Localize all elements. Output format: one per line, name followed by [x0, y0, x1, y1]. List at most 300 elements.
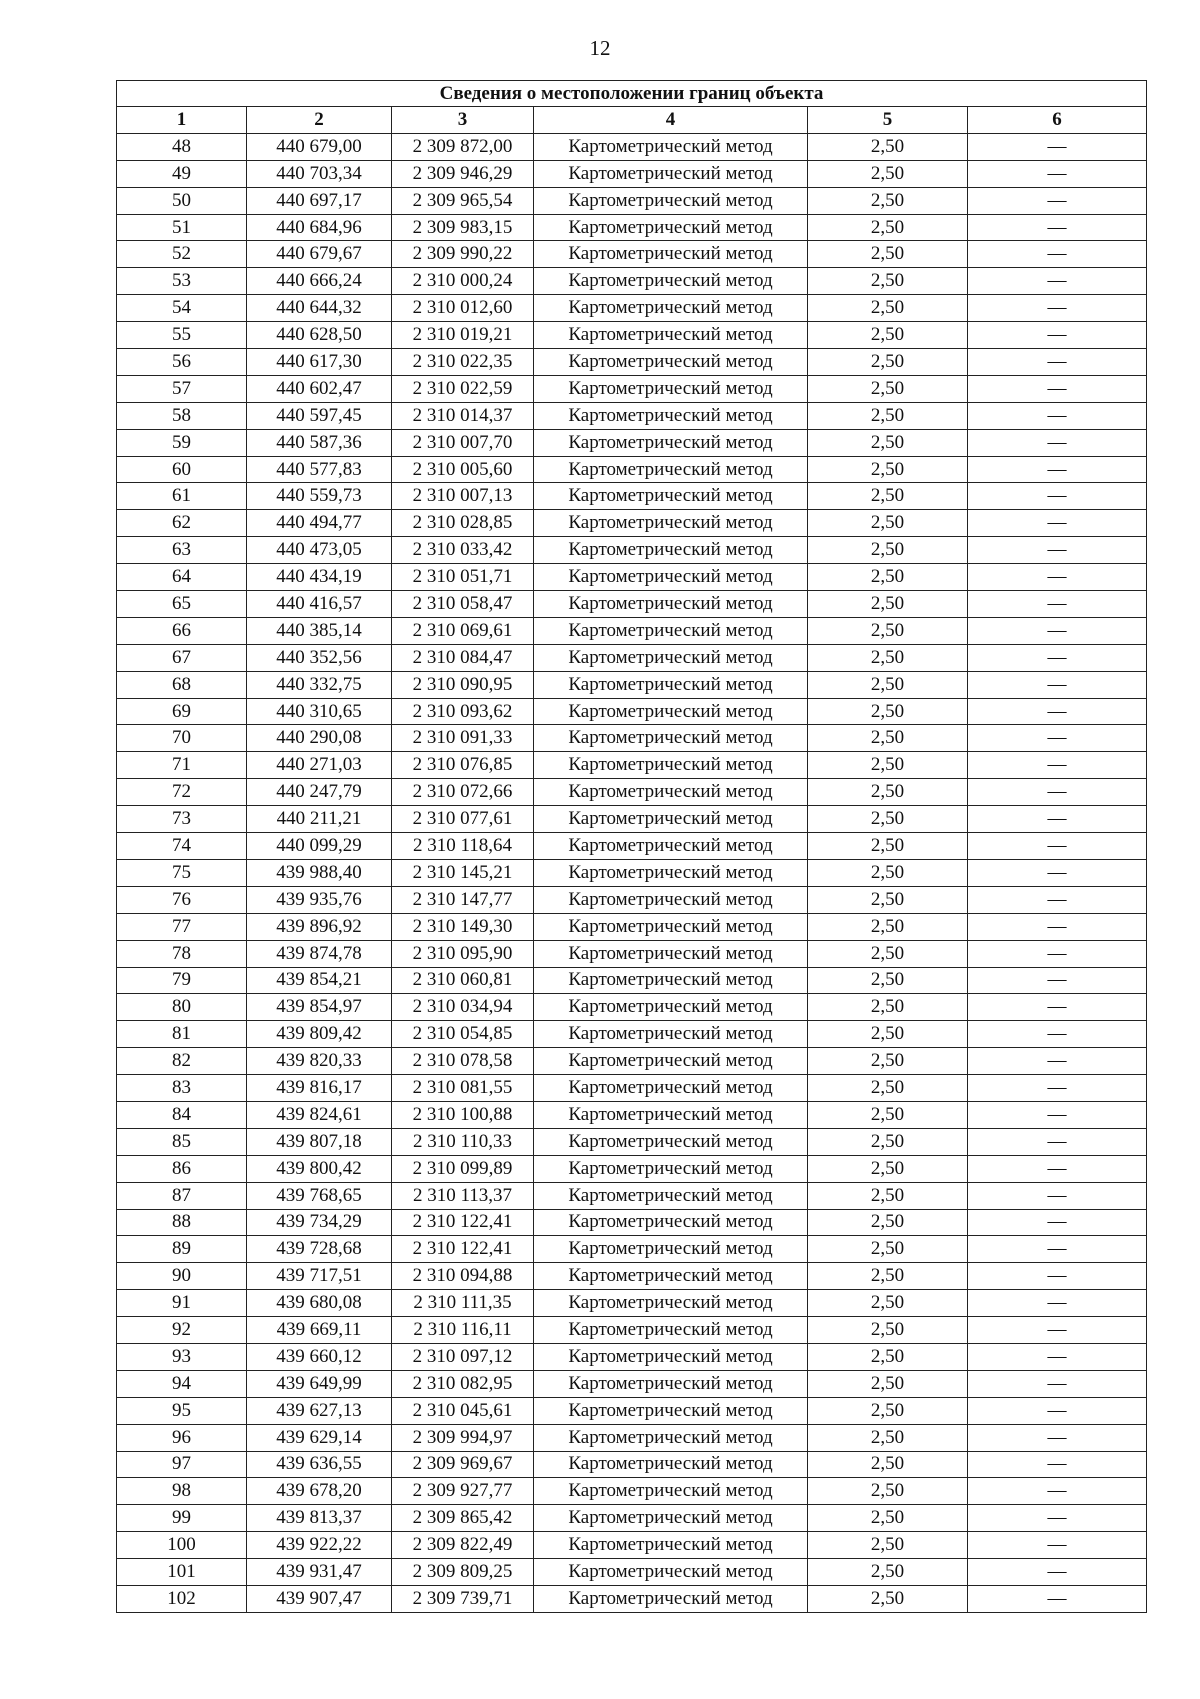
description-cell: — [968, 967, 1147, 994]
method-cell: Картометрический метод [534, 214, 808, 241]
y-coordinate-cell: 2 310 099,89 [392, 1155, 534, 1182]
table-row [117, 1209, 1147, 1236]
table-row [117, 375, 1147, 402]
point-number-cell: 61 [117, 483, 247, 510]
x-coordinate-cell: 439 680,08 [247, 1290, 392, 1317]
point-number-cell: 84 [117, 1101, 247, 1128]
point-number-cell: 50 [117, 187, 247, 214]
accuracy-cell: 2,50 [808, 1263, 968, 1290]
table-row [117, 752, 1147, 779]
y-coordinate-cell: 2 310 000,24 [392, 268, 534, 295]
y-coordinate-cell: 2 310 007,70 [392, 429, 534, 456]
x-coordinate-cell: 440 697,17 [247, 187, 392, 214]
x-coordinate-cell: 440 473,05 [247, 537, 392, 564]
method-cell: Картометрический метод [534, 940, 808, 967]
x-coordinate-cell: 439 629,14 [247, 1424, 392, 1451]
point-number-cell: 74 [117, 833, 247, 860]
description-cell: — [968, 644, 1147, 671]
description-cell: — [968, 160, 1147, 187]
description-cell: — [968, 779, 1147, 806]
accuracy-cell: 2,50 [808, 1209, 968, 1236]
y-coordinate-cell: 2 310 111,35 [392, 1290, 534, 1317]
accuracy-cell: 2,50 [808, 564, 968, 591]
x-coordinate-cell: 440 602,47 [247, 375, 392, 402]
accuracy-cell: 2,50 [808, 940, 968, 967]
point-number-cell: 67 [117, 644, 247, 671]
y-coordinate-cell: 2 309 872,00 [392, 133, 534, 160]
x-coordinate-cell: 440 385,14 [247, 617, 392, 644]
description-cell: — [968, 349, 1147, 376]
table-row [117, 1075, 1147, 1102]
point-number-cell: 53 [117, 268, 247, 295]
x-coordinate-cell: 439 988,40 [247, 859, 392, 886]
y-coordinate-cell: 2 310 072,66 [392, 779, 534, 806]
point-number-cell: 58 [117, 402, 247, 429]
x-coordinate-cell: 439 669,11 [247, 1317, 392, 1344]
point-number-cell: 56 [117, 349, 247, 376]
point-number-cell: 93 [117, 1343, 247, 1370]
x-coordinate-cell: 440 352,56 [247, 644, 392, 671]
description-cell: — [968, 1505, 1147, 1532]
x-coordinate-cell: 439 678,20 [247, 1478, 392, 1505]
point-number-cell: 52 [117, 241, 247, 268]
x-coordinate-cell: 439 734,29 [247, 1209, 392, 1236]
method-cell: Картометрический метод [534, 1290, 808, 1317]
table-row [117, 1048, 1147, 1075]
point-number-cell: 86 [117, 1155, 247, 1182]
table-row [117, 295, 1147, 322]
table-row [117, 994, 1147, 1021]
y-coordinate-cell: 2 310 051,71 [392, 564, 534, 591]
description-cell: — [968, 537, 1147, 564]
x-coordinate-cell: 439 820,33 [247, 1048, 392, 1075]
y-coordinate-cell: 2 310 076,85 [392, 752, 534, 779]
column-header-6: 6 [968, 107, 1147, 134]
description-cell: — [968, 994, 1147, 1021]
accuracy-cell: 2,50 [808, 886, 968, 913]
column-header-5: 5 [808, 107, 968, 134]
table-row [117, 1236, 1147, 1263]
point-number-cell: 62 [117, 510, 247, 537]
accuracy-cell: 2,50 [808, 1128, 968, 1155]
method-cell: Картометрический метод [534, 779, 808, 806]
x-coordinate-cell: 439 935,76 [247, 886, 392, 913]
table-row [117, 483, 1147, 510]
point-number-cell: 88 [117, 1209, 247, 1236]
table-row [117, 268, 1147, 295]
x-coordinate-cell: 440 290,08 [247, 725, 392, 752]
point-number-cell: 63 [117, 537, 247, 564]
accuracy-cell: 2,50 [808, 1155, 968, 1182]
table-row [117, 940, 1147, 967]
x-coordinate-cell: 439 896,92 [247, 913, 392, 940]
accuracy-cell: 2,50 [808, 698, 968, 725]
y-coordinate-cell: 2 310 097,12 [392, 1343, 534, 1370]
column-header-2: 2 [247, 107, 392, 134]
method-cell: Картометрический метод [534, 349, 808, 376]
x-coordinate-cell: 439 922,22 [247, 1532, 392, 1559]
y-coordinate-cell: 2 310 033,42 [392, 537, 534, 564]
description-cell: — [968, 322, 1147, 349]
accuracy-cell: 2,50 [808, 1532, 968, 1559]
x-coordinate-cell: 439 816,17 [247, 1075, 392, 1102]
point-number-cell: 51 [117, 214, 247, 241]
description-cell: — [968, 1236, 1147, 1263]
table-row [117, 160, 1147, 187]
table-row [117, 1343, 1147, 1370]
accuracy-cell: 2,50 [808, 591, 968, 618]
description-cell: — [968, 456, 1147, 483]
x-coordinate-cell: 440 310,65 [247, 698, 392, 725]
x-coordinate-cell: 439 931,47 [247, 1559, 392, 1586]
method-cell: Картометрический метод [534, 375, 808, 402]
description-cell: — [968, 187, 1147, 214]
method-cell: Картометрический метод [534, 456, 808, 483]
accuracy-cell: 2,50 [808, 1236, 968, 1263]
method-cell: Картометрический метод [534, 1263, 808, 1290]
method-cell: Картометрический метод [534, 725, 808, 752]
table-row [117, 1101, 1147, 1128]
method-cell: Картометрический метод [534, 671, 808, 698]
method-cell: Картометрический метод [534, 1182, 808, 1209]
description-cell: — [968, 1317, 1147, 1344]
point-number-cell: 60 [117, 456, 247, 483]
method-cell: Картометрический метод [534, 617, 808, 644]
point-number-cell: 54 [117, 295, 247, 322]
method-cell: Картометрический метод [534, 833, 808, 860]
y-coordinate-cell: 2 309 990,22 [392, 241, 534, 268]
x-coordinate-cell: 440 434,19 [247, 564, 392, 591]
point-number-cell: 55 [117, 322, 247, 349]
table-row [117, 1263, 1147, 1290]
y-coordinate-cell: 2 310 058,47 [392, 591, 534, 618]
point-number-cell: 78 [117, 940, 247, 967]
accuracy-cell: 2,50 [808, 1559, 968, 1586]
point-number-cell: 71 [117, 752, 247, 779]
y-coordinate-cell: 2 310 122,41 [392, 1209, 534, 1236]
y-coordinate-cell: 2 310 081,55 [392, 1075, 534, 1102]
x-coordinate-cell: 440 247,79 [247, 779, 392, 806]
x-coordinate-cell: 439 874,78 [247, 940, 392, 967]
description-cell: — [968, 295, 1147, 322]
table-row [117, 698, 1147, 725]
method-cell: Картометрический метод [534, 510, 808, 537]
accuracy-cell: 2,50 [808, 1182, 968, 1209]
x-coordinate-cell: 439 636,55 [247, 1451, 392, 1478]
page-number: 12 [589, 36, 611, 60]
x-coordinate-cell: 439 627,13 [247, 1397, 392, 1424]
table-row [117, 214, 1147, 241]
point-number-cell: 59 [117, 429, 247, 456]
y-coordinate-cell: 2 310 022,35 [392, 349, 534, 376]
table-row [117, 886, 1147, 913]
point-number-cell: 89 [117, 1236, 247, 1263]
accuracy-cell: 2,50 [808, 833, 968, 860]
accuracy-cell: 2,50 [808, 349, 968, 376]
table-row [117, 1182, 1147, 1209]
method-cell: Картометрический метод [534, 1451, 808, 1478]
accuracy-cell: 2,50 [808, 133, 968, 160]
x-coordinate-cell: 440 617,30 [247, 349, 392, 376]
method-cell: Картометрический метод [534, 187, 808, 214]
description-cell: — [968, 806, 1147, 833]
method-cell: Картометрический метод [534, 591, 808, 618]
x-coordinate-cell: 439 907,47 [247, 1585, 392, 1612]
point-number-cell: 92 [117, 1317, 247, 1344]
accuracy-cell: 2,50 [808, 1075, 968, 1102]
description-cell: — [968, 1290, 1147, 1317]
column-header-4: 4 [534, 107, 808, 134]
x-coordinate-cell: 440 559,73 [247, 483, 392, 510]
method-cell: Картометрический метод [534, 1128, 808, 1155]
point-number-cell: 68 [117, 671, 247, 698]
method-cell: Картометрический метод [534, 806, 808, 833]
y-coordinate-cell: 2 310 094,88 [392, 1263, 534, 1290]
description-cell: — [968, 1478, 1147, 1505]
table-row [117, 833, 1147, 860]
x-coordinate-cell: 440 679,00 [247, 133, 392, 160]
table-row [117, 1559, 1147, 1586]
method-cell: Картометрический метод [534, 752, 808, 779]
description-cell: — [968, 913, 1147, 940]
method-cell: Картометрический метод [534, 698, 808, 725]
x-coordinate-cell: 439 854,21 [247, 967, 392, 994]
point-number-cell: 75 [117, 859, 247, 886]
accuracy-cell: 2,50 [808, 241, 968, 268]
table-row [117, 644, 1147, 671]
accuracy-cell: 2,50 [808, 322, 968, 349]
method-cell: Картометрический метод [534, 1478, 808, 1505]
method-cell: Картометрический метод [534, 241, 808, 268]
method-cell: Картометрический метод [534, 1317, 808, 1344]
description-cell: — [968, 1397, 1147, 1424]
point-number-cell: 77 [117, 913, 247, 940]
method-cell: Картометрический метод [534, 1236, 808, 1263]
point-number-cell: 95 [117, 1397, 247, 1424]
y-coordinate-cell: 2 310 093,62 [392, 698, 534, 725]
description-cell: — [968, 1021, 1147, 1048]
method-cell: Картометрический метод [534, 1424, 808, 1451]
y-coordinate-cell: 2 310 069,61 [392, 617, 534, 644]
accuracy-cell: 2,50 [808, 994, 968, 1021]
accuracy-cell: 2,50 [808, 1505, 968, 1532]
y-coordinate-cell: 2 310 012,60 [392, 295, 534, 322]
y-coordinate-cell: 2 310 054,85 [392, 1021, 534, 1048]
y-coordinate-cell: 2 309 809,25 [392, 1559, 534, 1586]
x-coordinate-cell: 439 800,42 [247, 1155, 392, 1182]
method-cell: Картометрический метод [534, 1021, 808, 1048]
y-coordinate-cell: 2 309 965,54 [392, 187, 534, 214]
method-cell: Картометрический метод [534, 1155, 808, 1182]
accuracy-cell: 2,50 [808, 268, 968, 295]
y-coordinate-cell: 2 310 060,81 [392, 967, 534, 994]
y-coordinate-cell: 2 310 078,58 [392, 1048, 534, 1075]
description-cell: — [968, 564, 1147, 591]
table-caption-row [117, 81, 1147, 107]
table-row [117, 1585, 1147, 1612]
point-number-cell: 81 [117, 1021, 247, 1048]
description-cell: — [968, 1128, 1147, 1155]
accuracy-cell: 2,50 [808, 617, 968, 644]
x-coordinate-cell: 440 628,50 [247, 322, 392, 349]
point-number-cell: 80 [117, 994, 247, 1021]
description-cell: — [968, 402, 1147, 429]
y-coordinate-cell: 2 310 034,94 [392, 994, 534, 1021]
point-number-cell: 70 [117, 725, 247, 752]
description-cell: — [968, 241, 1147, 268]
x-coordinate-cell: 439 649,99 [247, 1370, 392, 1397]
point-number-cell: 64 [117, 564, 247, 591]
point-number-cell: 98 [117, 1478, 247, 1505]
point-number-cell: 57 [117, 375, 247, 402]
accuracy-cell: 2,50 [808, 806, 968, 833]
description-cell: — [968, 1101, 1147, 1128]
description-cell: — [968, 429, 1147, 456]
x-coordinate-cell: 439 807,18 [247, 1128, 392, 1155]
accuracy-cell: 2,50 [808, 1370, 968, 1397]
description-cell: — [968, 859, 1147, 886]
accuracy-cell: 2,50 [808, 1585, 968, 1612]
accuracy-cell: 2,50 [808, 859, 968, 886]
table-row [117, 1317, 1147, 1344]
point-number-cell: 48 [117, 133, 247, 160]
x-coordinate-cell: 439 854,97 [247, 994, 392, 1021]
table-row [117, 617, 1147, 644]
point-number-cell: 73 [117, 806, 247, 833]
boundary-coordinates-table [116, 80, 1147, 1613]
accuracy-cell: 2,50 [808, 1424, 968, 1451]
y-coordinate-cell: 2 310 145,21 [392, 859, 534, 886]
accuracy-cell: 2,50 [808, 160, 968, 187]
accuracy-cell: 2,50 [808, 913, 968, 940]
method-cell: Картометрический метод [534, 1075, 808, 1102]
table-row [117, 510, 1147, 537]
method-cell: Картометрический метод [534, 1585, 808, 1612]
method-cell: Картометрический метод [534, 564, 808, 591]
method-cell: Картометрический метод [534, 994, 808, 1021]
y-coordinate-cell: 2 310 028,85 [392, 510, 534, 537]
x-coordinate-cell: 440 644,32 [247, 295, 392, 322]
table-row [117, 967, 1147, 994]
method-cell: Картометрический метод [534, 483, 808, 510]
y-coordinate-cell: 2 310 005,60 [392, 456, 534, 483]
point-number-cell: 96 [117, 1424, 247, 1451]
point-number-cell: 79 [117, 967, 247, 994]
point-number-cell: 49 [117, 160, 247, 187]
table-row [117, 806, 1147, 833]
column-header-3: 3 [392, 107, 534, 134]
accuracy-cell: 2,50 [808, 456, 968, 483]
description-cell: — [968, 725, 1147, 752]
x-coordinate-cell: 439 660,12 [247, 1343, 392, 1370]
description-cell: — [968, 1075, 1147, 1102]
table-row [117, 671, 1147, 698]
accuracy-cell: 2,50 [808, 1343, 968, 1370]
table-row [117, 1155, 1147, 1182]
y-coordinate-cell: 2 310 077,61 [392, 806, 534, 833]
method-cell: Картометрический метод [534, 537, 808, 564]
description-cell: — [968, 591, 1147, 618]
table-row [117, 537, 1147, 564]
method-cell: Картометрический метод [534, 429, 808, 456]
x-coordinate-cell: 439 813,37 [247, 1505, 392, 1532]
table-row [117, 1021, 1147, 1048]
point-number-cell: 101 [117, 1559, 247, 1586]
description-cell: — [968, 886, 1147, 913]
table-header-row [117, 107, 1147, 134]
x-coordinate-cell: 440 684,96 [247, 214, 392, 241]
x-coordinate-cell: 440 271,03 [247, 752, 392, 779]
description-cell: — [968, 1182, 1147, 1209]
description-cell: — [968, 617, 1147, 644]
accuracy-cell: 2,50 [808, 510, 968, 537]
y-coordinate-cell: 2 309 983,15 [392, 214, 534, 241]
x-coordinate-cell: 440 577,83 [247, 456, 392, 483]
point-number-cell: 65 [117, 591, 247, 618]
table-row [117, 1370, 1147, 1397]
y-coordinate-cell: 2 310 100,88 [392, 1101, 534, 1128]
x-coordinate-cell: 440 416,57 [247, 591, 392, 618]
method-cell: Картометрический метод [534, 1532, 808, 1559]
accuracy-cell: 2,50 [808, 1290, 968, 1317]
accuracy-cell: 2,50 [808, 187, 968, 214]
y-coordinate-cell: 2 310 007,13 [392, 483, 534, 510]
x-coordinate-cell: 439 717,51 [247, 1263, 392, 1290]
accuracy-cell: 2,50 [808, 429, 968, 456]
y-coordinate-cell: 2 309 822,49 [392, 1532, 534, 1559]
x-coordinate-cell: 440 679,67 [247, 241, 392, 268]
table-row [117, 456, 1147, 483]
y-coordinate-cell: 2 310 118,64 [392, 833, 534, 860]
table-body [117, 133, 1147, 1612]
point-number-cell: 100 [117, 1532, 247, 1559]
description-cell: — [968, 1451, 1147, 1478]
y-coordinate-cell: 2 310 113,37 [392, 1182, 534, 1209]
y-coordinate-cell: 2 310 090,95 [392, 671, 534, 698]
accuracy-cell: 2,50 [808, 644, 968, 671]
description-cell: — [968, 1048, 1147, 1075]
table-row [117, 591, 1147, 618]
y-coordinate-cell: 2 310 116,11 [392, 1317, 534, 1344]
description-cell: — [968, 1155, 1147, 1182]
table-row [117, 1290, 1147, 1317]
y-coordinate-cell: 2 309 865,42 [392, 1505, 534, 1532]
y-coordinate-cell: 2 310 014,37 [392, 402, 534, 429]
accuracy-cell: 2,50 [808, 779, 968, 806]
y-coordinate-cell: 2 309 969,67 [392, 1451, 534, 1478]
accuracy-cell: 2,50 [808, 295, 968, 322]
accuracy-cell: 2,50 [808, 375, 968, 402]
x-coordinate-cell: 440 099,29 [247, 833, 392, 860]
description-cell: — [968, 833, 1147, 860]
accuracy-cell: 2,50 [808, 1451, 968, 1478]
table-row [117, 322, 1147, 349]
method-cell: Картометрический метод [534, 133, 808, 160]
x-coordinate-cell: 439 768,65 [247, 1182, 392, 1209]
accuracy-cell: 2,50 [808, 752, 968, 779]
method-cell: Картометрический метод [534, 967, 808, 994]
description-cell: — [968, 1370, 1147, 1397]
description-cell: — [968, 375, 1147, 402]
table-row [117, 402, 1147, 429]
y-coordinate-cell: 2 309 946,29 [392, 160, 534, 187]
method-cell: Картометрический метод [534, 1209, 808, 1236]
method-cell: Картометрический метод [534, 322, 808, 349]
table-row [117, 241, 1147, 268]
table-row [117, 1478, 1147, 1505]
point-number-cell: 90 [117, 1263, 247, 1290]
method-cell: Картометрический метод [534, 402, 808, 429]
